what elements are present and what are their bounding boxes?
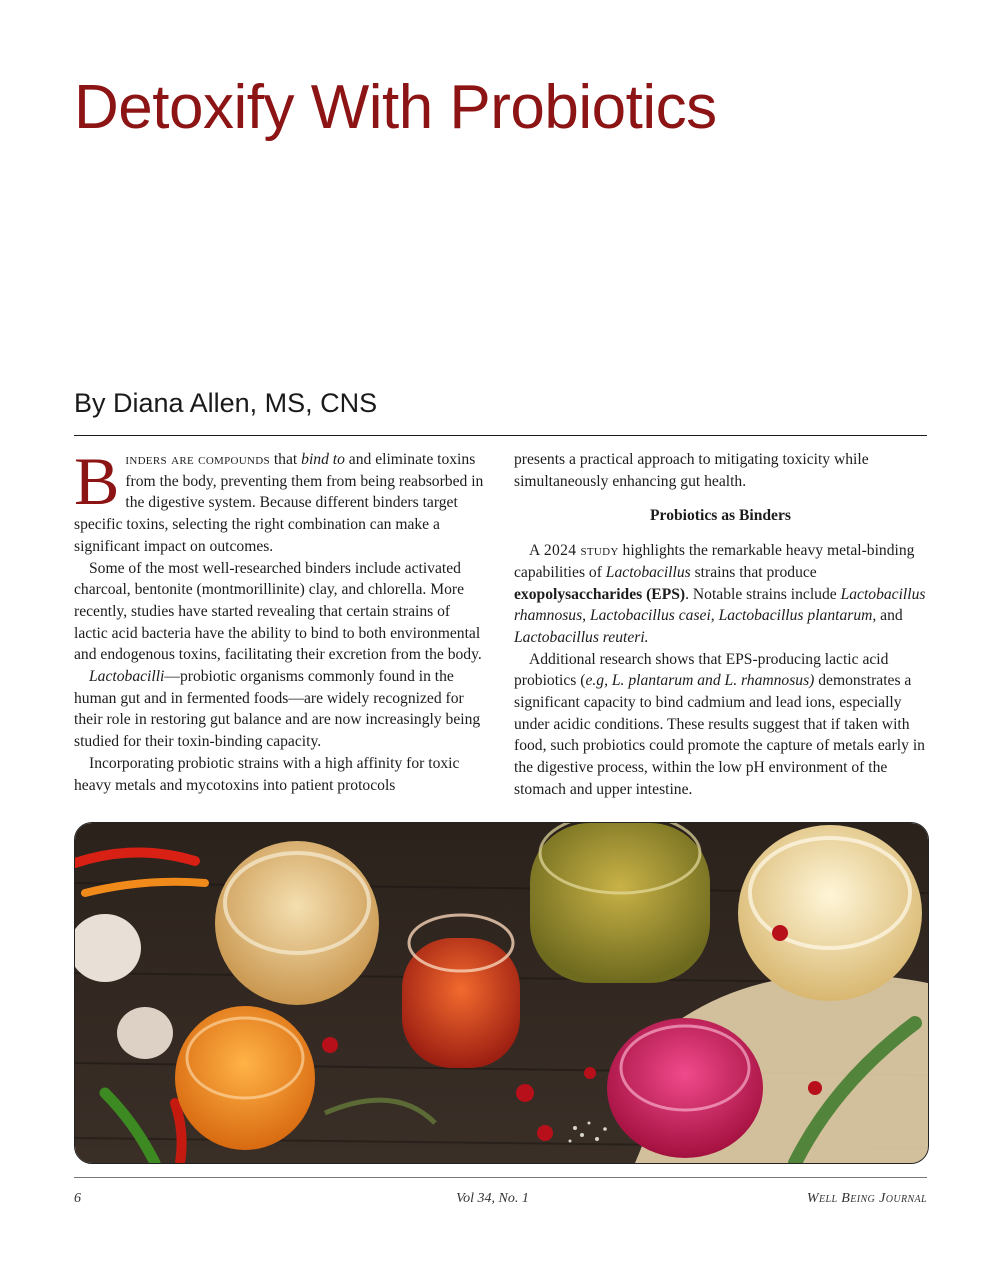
drop-cap: B bbox=[74, 443, 120, 519]
carrot-jar bbox=[175, 1006, 315, 1150]
sauerkraut-jar bbox=[215, 841, 379, 1005]
emphasis: Lactobacillus bbox=[605, 563, 691, 581]
section-subhead: Probiotics as Binders bbox=[650, 507, 791, 525]
byline: By Diana Allen, MS, CNS bbox=[74, 388, 378, 418]
pickle-jar bbox=[530, 823, 710, 983]
header-rule bbox=[74, 435, 927, 436]
emphasis: e.g, L. plantarum and L. rhamnosus) bbox=[585, 672, 815, 690]
text-segment: Additional research shows that EPS-producing lactic acid probiotics ( bbox=[514, 650, 889, 690]
lead-in-smallcaps: inders are compounds bbox=[125, 451, 270, 468]
footer-rule bbox=[74, 1177, 927, 1178]
text-segment: demonstrates a significant capacity to bind cadmium and lead ions, especially under acidic conditions. These results suggest that if taken with food, such probiotics could promote the capture of metals early in the digestive process, within the low pH environment of the stomach and upper intestine. bbox=[514, 672, 925, 798]
fermented-foods-photo bbox=[74, 822, 929, 1164]
left-column bbox=[74, 443, 487, 796]
text-segment: that bbox=[269, 451, 302, 468]
garlic-bulb bbox=[117, 1007, 173, 1059]
text-segment: and bbox=[876, 607, 903, 625]
left-paragraph-4: Incorporating probiotic strains with a high affinity for toxic heavy metals and mycotoxins into patient protocols bbox=[74, 754, 460, 794]
text-segment: highlights the remarkable heavy metal-binding capabilities of bbox=[514, 542, 915, 581]
emphasis: Lactobacillus rhamnosus, Lactobacillus casei, Lactobacillus plantarum, bbox=[514, 585, 926, 625]
lead-in-smallcaps: A 2024 study bbox=[529, 542, 619, 560]
text-segment: strains that produce bbox=[690, 563, 817, 581]
text-segment: —probiotic organisms commonly found in the human gut and in fermented foods—are widely recognized for their role in restoring gut balance and are now increasingly being studied for their toxin-binding capacity. bbox=[74, 668, 481, 751]
page-number: 6 bbox=[74, 1191, 81, 1206]
right-paragraph-2 bbox=[514, 540, 927, 649]
left-paragraph-1 bbox=[74, 443, 487, 558]
emphasis: bind to bbox=[301, 451, 345, 468]
red-onion-jar bbox=[607, 1018, 763, 1158]
bold-term: exopolysaccharides (EPS) bbox=[514, 585, 686, 603]
right-paragraph-3 bbox=[514, 649, 927, 801]
article-title: Detoxify With Probiotics bbox=[74, 73, 717, 142]
text-segment: and eliminate toxins from the body, preventing them from being reabsorbed in the digestive system. Because different binders target specific toxins, selecting the right combination can make a significant impact on outcomes. bbox=[74, 451, 484, 555]
emphasis: Lactobacilli bbox=[89, 668, 165, 686]
left-paragraph-2: Some of the most well-researched binders include activated charcoal, bentonite (montmorillinite) clay, and chlorella. More recently, studies have started revealing that certain strains of lactic acid bacteria have the ability to bind to both environmental and endogenous toxins, facilitating their excretion from the body. bbox=[74, 559, 482, 664]
photo-illustration bbox=[75, 823, 928, 1163]
cabbage-jar bbox=[738, 825, 922, 1001]
journal-name: Well Being Journal bbox=[806, 1191, 927, 1206]
text-segment: . Notable strains include bbox=[685, 585, 841, 603]
left-paragraph-3 bbox=[74, 666, 487, 753]
emphasis: Lactobacillus reuteri. bbox=[514, 628, 649, 646]
volume-label: Vol 34, No. 1 bbox=[456, 1191, 529, 1206]
right-column bbox=[514, 449, 927, 801]
right-paragraph-1: presents a practical approach to mitigating toxicity while simultaneously enhancing gut health. bbox=[514, 451, 869, 490]
